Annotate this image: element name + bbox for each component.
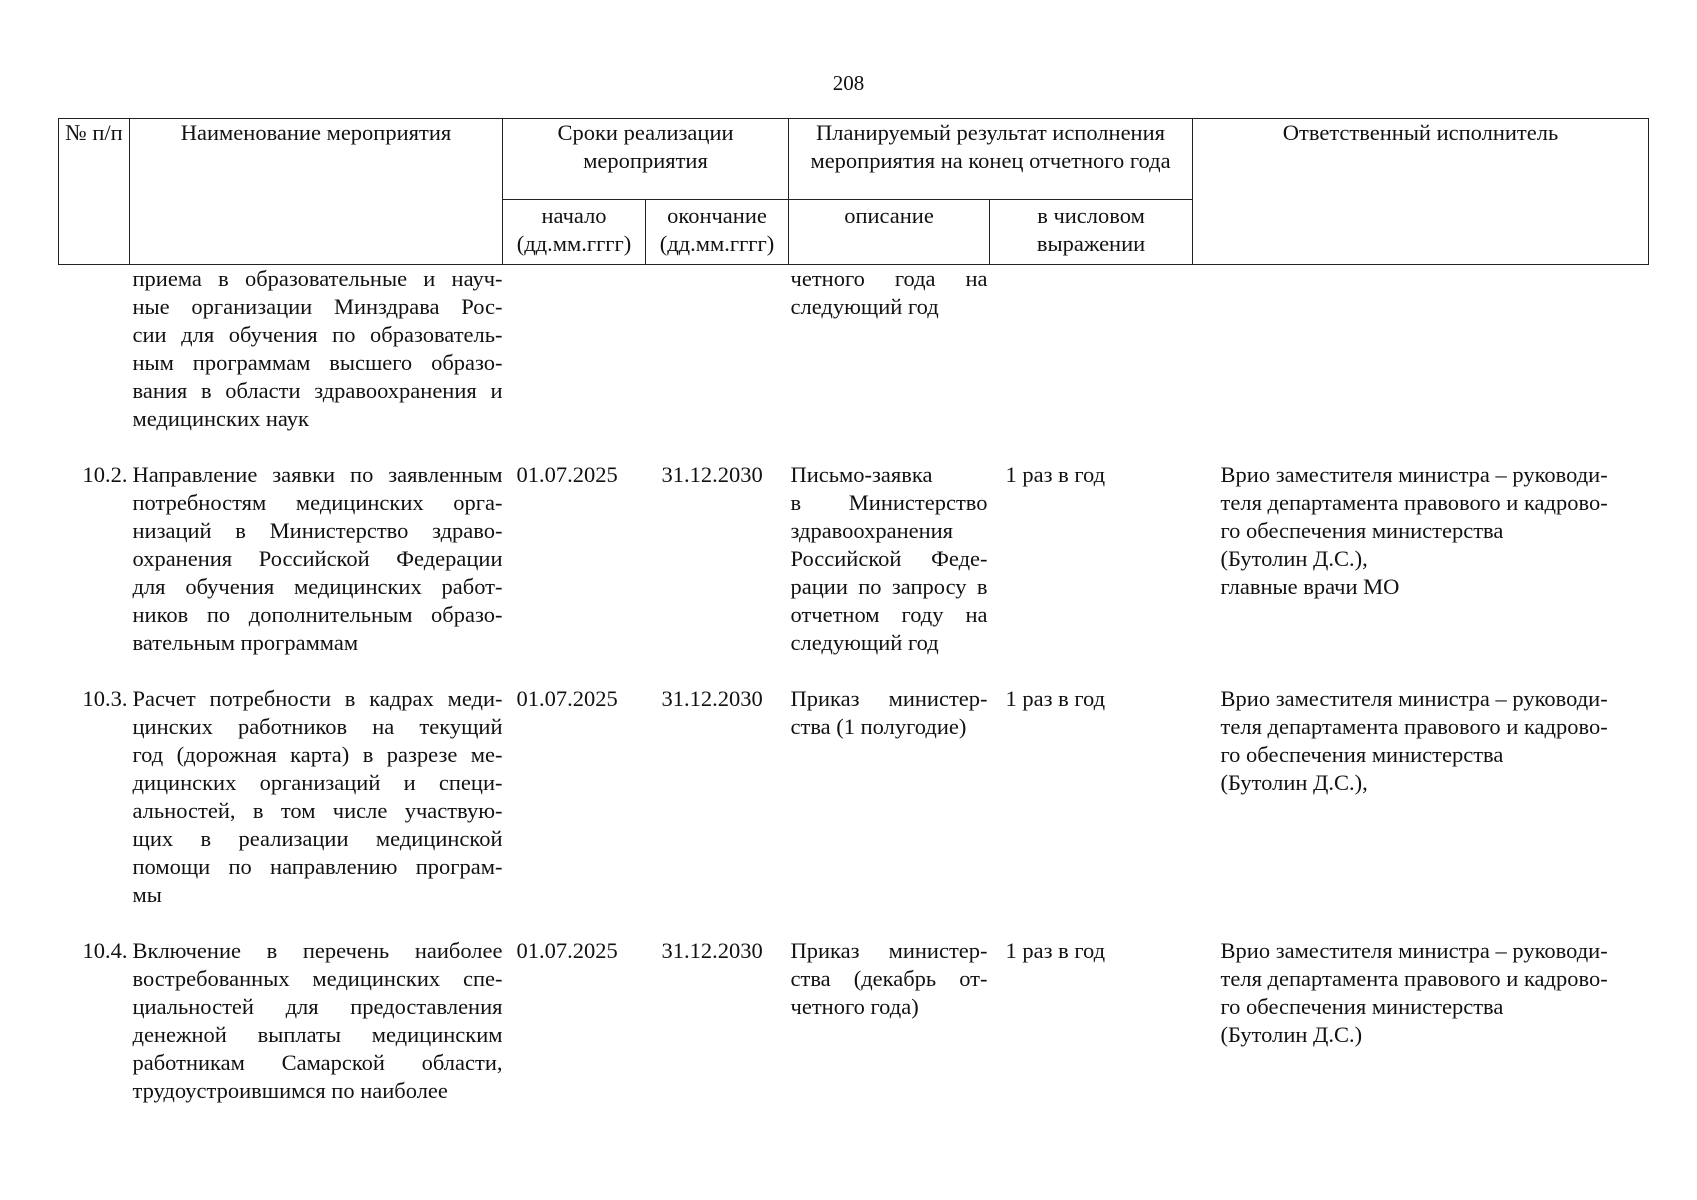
text-line: Направление заявки по заявленным: [132, 462, 503, 487]
text-line: Расчет потребности в кадрах меди-: [132, 686, 503, 711]
text-line: помощи по направлению програм-: [132, 854, 503, 879]
text-line: для обучения медицинских работ-: [132, 574, 503, 599]
text-line: ным программам высшего образо-: [132, 350, 503, 375]
result-description: [789, 265, 990, 434]
header-responsible: Ответственный исполнитель: [1193, 119, 1649, 265]
text-line: Российской Феде-: [790, 546, 988, 571]
page-number: 208: [832, 71, 865, 95]
table-header: [59, 119, 1649, 265]
text-line: теля департамента правового и кадрово-: [1220, 490, 1608, 515]
end-date: 31.12.2030: [661, 462, 763, 487]
text-line: Врио заместителя министра – руководи-: [1220, 462, 1608, 487]
end-date: 31.12.2030: [661, 938, 763, 963]
responsible-executor: [1193, 937, 1649, 1105]
text-line: Врио заместителя министра – руководи-: [1220, 686, 1608, 711]
header-planned-result: Планируемый результат исполнения мероприятия на конец отчетного года: [789, 119, 1193, 200]
row-spacer-cell: [59, 657, 1649, 685]
text-line: циальностей для предоставления: [132, 994, 503, 1019]
text-line: охранения Российской Федерации: [132, 546, 503, 571]
text-line: вательным программам: [132, 630, 359, 655]
measure-name: [130, 265, 503, 434]
text-line: низаций в Министерство здраво-: [132, 518, 503, 543]
text-line: теля департамента правового и кадрово-: [1220, 714, 1608, 739]
text-line: год (дорожная карта) в разрезе ме-: [132, 742, 503, 767]
header-numeric-value: в числовом выражении: [990, 200, 1193, 265]
row-spacer-cell: [59, 909, 1649, 937]
row-spacer: [59, 657, 1649, 685]
text-line: го обеспечения министерства: [1220, 742, 1504, 767]
row-spacer-cell: [59, 433, 1649, 461]
text-line: работникам Самарской области,: [132, 1050, 503, 1075]
text-line: ства (1 полугодие): [790, 714, 967, 739]
text-line: Письмо-заявка: [790, 462, 933, 487]
row-number: 10.2.: [82, 462, 128, 487]
result-numeric-value: 1 раз в год: [1005, 462, 1106, 487]
table-row: [59, 685, 1649, 909]
text-line: мы: [132, 882, 162, 907]
start-date: 01.07.2025: [516, 462, 618, 487]
responsible-executor: [1193, 685, 1649, 909]
end-date: [646, 265, 789, 434]
header-terms: Сроки реализации мероприятия: [503, 119, 789, 200]
responsible-executor: [1193, 461, 1649, 657]
text-line: следующий год: [790, 294, 939, 319]
text-line: медицинских наук: [132, 406, 309, 431]
text-line: Приказ министер-: [790, 938, 988, 963]
text-line: в Министерство: [790, 490, 988, 515]
text-line: (Бутолин Д.С.),: [1220, 546, 1368, 571]
header-number: № п/п: [59, 119, 130, 265]
responsible-executor: [1193, 265, 1649, 434]
header-description: описание: [789, 200, 990, 265]
start-date: 01.07.2025: [516, 938, 618, 963]
text-line: теля департамента правового и кадрово-: [1220, 966, 1608, 991]
end-date: 31.12.2030: [661, 686, 763, 711]
measure-name: [130, 937, 503, 1105]
text-line: трудоустроившимся по наиболее: [132, 1078, 448, 1103]
measures-table: [58, 118, 1649, 1105]
result-numeric-value: [990, 265, 1193, 434]
text-line: четного года): [790, 994, 919, 1019]
text-line: го обеспечения министерства: [1220, 994, 1504, 1019]
result-numeric-value: 1 раз в год: [1005, 686, 1106, 711]
row-spacer: [59, 909, 1649, 937]
text-line: альностей, в том числе участвую-: [132, 798, 503, 823]
row-number: 10.4.: [82, 938, 128, 963]
measure-name: [130, 461, 503, 657]
result-numeric-value: 1 раз в год: [1005, 938, 1106, 963]
table-row: [59, 461, 1649, 657]
header-measure-name: Наименование мероприятия: [130, 119, 503, 265]
table-row: [59, 937, 1649, 1105]
row-spacer: [59, 433, 1649, 461]
text-line: ства (декабрь от-: [790, 966, 988, 991]
measure-name: [130, 685, 503, 909]
text-line: щих в реализации медицинской: [132, 826, 503, 851]
text-line: Включение в перечень наиболее: [132, 938, 503, 963]
result-description: [789, 685, 990, 909]
text-line: цинских работников на текущий: [132, 714, 503, 739]
text-line: сии для обучения по образователь-: [132, 322, 503, 347]
result-description: [789, 937, 990, 1105]
text-line: денежной выплаты медицинским: [132, 1022, 503, 1047]
result-description: [789, 461, 990, 657]
row-number: 10.3.: [82, 686, 128, 711]
text-line: ников по дополнительным образо-: [132, 602, 503, 627]
text-line: отчетном году на: [790, 602, 988, 627]
text-line: вания в области здравоохранения и: [132, 378, 503, 403]
text-line: следующий год: [790, 630, 939, 655]
start-date: 01.07.2025: [516, 686, 618, 711]
text-line: ные организации Минздрава Рос-: [132, 294, 503, 319]
text-line: Врио заместителя министра – руководи-: [1220, 938, 1608, 963]
table-row: [59, 265, 1649, 434]
text-line: главные врачи МО: [1220, 574, 1400, 599]
text-line: (Бутолин Д.С.): [1220, 1022, 1363, 1047]
header-start-date: начало (дд.мм.гггг): [503, 200, 646, 265]
text-line: (Бутолин Д.С.),: [1220, 770, 1368, 795]
text-line: Приказ министер-: [790, 686, 988, 711]
text-line: рации по запросу в: [790, 574, 988, 599]
text-line: го обеспечения министерства: [1220, 518, 1504, 543]
row-number: [59, 265, 130, 434]
text-line: четного года на: [790, 266, 988, 291]
text-line: востребованных медицинских спе-: [132, 966, 503, 991]
table-body: [59, 265, 1649, 1106]
header-end-date: окончание (дд.мм.гггг): [646, 200, 789, 265]
start-date: [503, 265, 646, 434]
text-line: дицинских организаций и специ-: [132, 770, 503, 795]
text-line: приема в образовательные и науч-: [132, 266, 503, 291]
text-line: потребностям медицинских орга-: [132, 490, 503, 515]
text-line: здравоохранения: [790, 518, 954, 543]
